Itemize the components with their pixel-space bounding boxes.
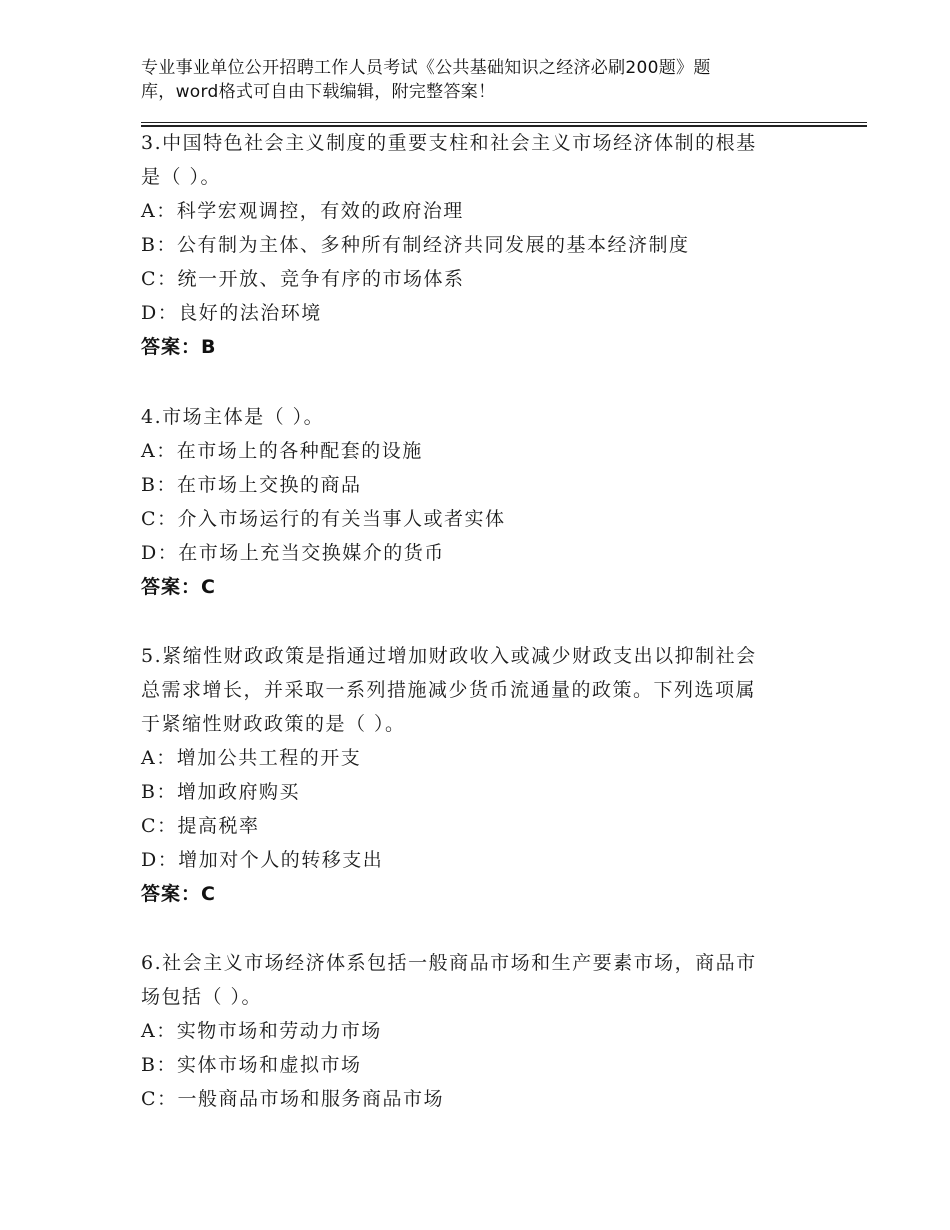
option-b: B：实体市场和虚拟市场 [141,1054,362,1076]
document-header [141,56,781,104]
option-a: A：增加公共工程的开支 [141,747,362,769]
option-d: D：增加对个人的转移支出 [141,849,384,871]
option-d: D：良好的法治环境 [141,302,322,324]
question-stem-line: 于紧缩性财政政策的是（ ）。 [141,713,406,735]
option-c: C：提高税率 [141,815,260,837]
question-stem-line: 6.社会主义市场经济体系包括一般商品市场和生产要素市场，商品市 [141,952,757,974]
question-stem-line: 场包括（ ）。 [141,986,263,1008]
question-5 [141,639,801,911]
option-b: B：公有制为主体、多种所有制经济共同发展的基本经济制度 [141,234,690,256]
question-stem-line: 总需求增长，并采取一系列措施减少货币流通量的政策。下列选项属 [141,679,757,701]
question-3 [141,126,801,364]
question-stem-line: 是（ ）。 [141,166,222,188]
question-stem-line: 4.市场主体是（ ）。 [141,406,325,428]
option-a: A：在市场上的各种配套的设施 [141,440,423,462]
option-b: B：增加政府购买 [141,781,300,803]
option-b: B：在市场上交换的商品 [141,474,362,496]
question-4 [141,400,801,604]
option-a: A：科学宏观调控，有效的政府治理 [141,200,464,222]
option-a: A：实物市场和劳动力市场 [141,1020,382,1042]
option-d: D：在市场上充当交换媒介的货币 [141,542,445,564]
question-stem-line: 5.紧缩性财政政策是指通过增加财政收入或减少财政支出以抑制社会 [141,645,757,667]
option-c: C：一般商品市场和服务商品市场 [141,1088,445,1110]
option-c: C：统一开放、竞争有序的市场体系 [141,268,465,290]
option-c: C：介入市场运行的有关当事人或者实体 [141,508,506,530]
header-divider-thin [141,122,867,123]
header-line-2: 库，word格式可自由下载编辑，附完整答案！ [141,82,496,102]
answer: 答案：B [141,336,217,358]
answer: 答案：C [141,883,216,905]
answer: 答案：C [141,576,216,598]
question-stem-line: 3.中国特色社会主义制度的重要支柱和社会主义市场经济体制的根基 [141,132,757,154]
question-6 [141,946,801,1116]
header-line-1: 专业事业单位公开招聘工作人员考试《公共基础知识之经济必刷200题》题 [141,58,711,78]
